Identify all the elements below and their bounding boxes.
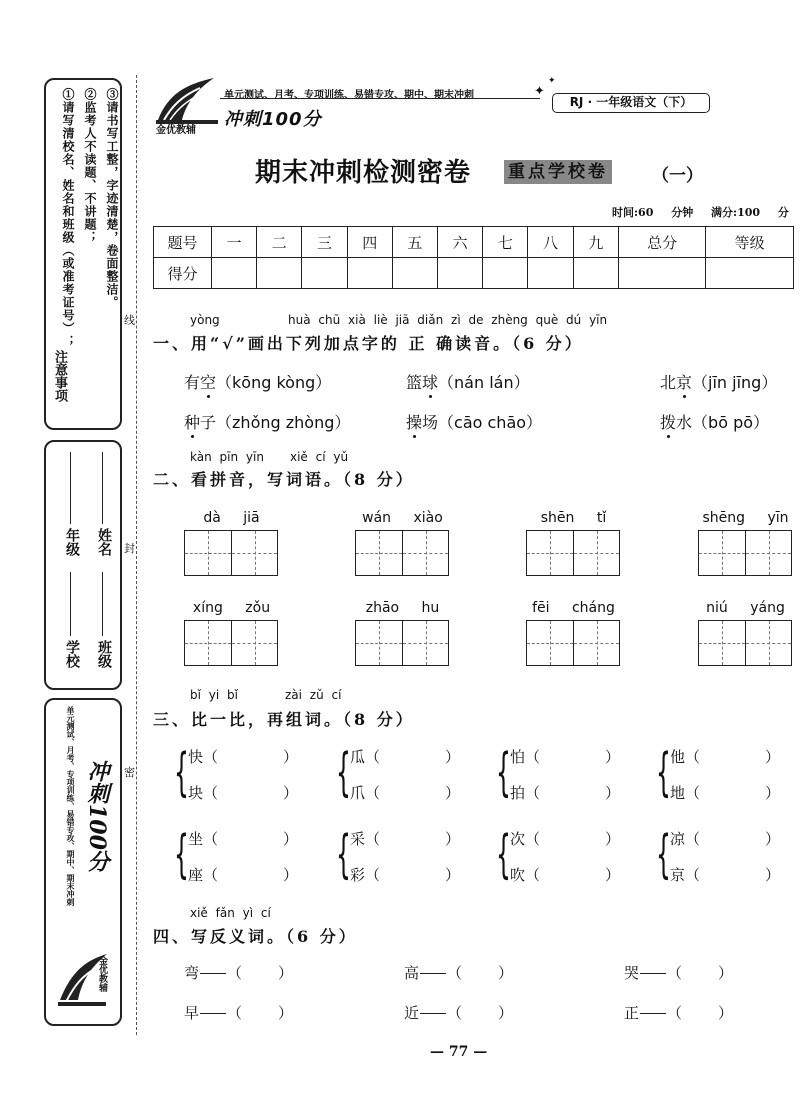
brace-icon: { xyxy=(656,743,671,803)
compare-group xyxy=(496,825,630,886)
antonym-close: ） xyxy=(718,1004,734,1022)
antonym-open: （ xyxy=(667,1004,683,1022)
compare-row[interactable] xyxy=(670,828,780,849)
q4-title: 四、写反义词。（6 分） xyxy=(153,927,358,946)
compare-row[interactable] xyxy=(188,746,298,767)
name-field[interactable] xyxy=(102,452,103,524)
pinyin-word: zhāo hu xyxy=(365,600,440,616)
grade-label: 年级 xyxy=(64,528,80,556)
q1-item-char: 北 xyxy=(660,373,677,392)
score-cell[interactable] xyxy=(618,258,706,289)
score-header-cell: 五 xyxy=(392,227,437,258)
q1-item[interactable] xyxy=(406,410,542,433)
page-title: 期末冲刺检测密卷 xyxy=(255,158,472,188)
antonym-open: （ xyxy=(447,964,463,982)
compare-row[interactable] xyxy=(670,864,780,885)
q2-pinyin-2: xiě cí yǔ xyxy=(290,450,349,464)
pinyin-word: niú yáng xyxy=(706,600,785,616)
compare-close: ） xyxy=(444,784,460,802)
antonym-char: 近 xyxy=(404,1004,420,1022)
compare-row[interactable] xyxy=(510,864,620,885)
compare-close: ） xyxy=(764,784,780,802)
title-tag: 重点学校卷 xyxy=(504,160,612,184)
pinyin-word: shēng yīn xyxy=(702,510,789,526)
compare-char: 块（ xyxy=(188,784,219,802)
q1-item-options: （cāo chāo） xyxy=(438,413,543,432)
brace-icon: { xyxy=(336,825,351,885)
score-row-label: 得分 xyxy=(154,258,212,289)
q1-item[interactable] xyxy=(406,370,530,393)
q1-item-options: （bō pō） xyxy=(692,413,770,432)
antonym-close: ） xyxy=(718,964,734,982)
antonym-item[interactable] xyxy=(184,1002,293,1023)
score-table xyxy=(153,226,794,289)
cut-mark-secret: 密 xyxy=(124,766,135,779)
compare-row[interactable] xyxy=(670,782,780,803)
score-header-cell: 七 xyxy=(483,227,528,258)
brace-icon: { xyxy=(174,825,189,885)
antonym-close: ） xyxy=(498,964,514,982)
score-cell[interactable] xyxy=(528,258,573,289)
brace-icon: { xyxy=(336,743,351,803)
antonym-char: 弯 xyxy=(184,964,200,982)
score-header-cell: 八 xyxy=(528,227,573,258)
q1-item-dot-char: 球 xyxy=(422,373,439,392)
q3-pinyin-1: bǐ yi bǐ xyxy=(190,688,238,702)
compare-row[interactable] xyxy=(350,782,460,803)
logo-text: 金优教辅 xyxy=(156,125,196,136)
note-3: ③请书写工整，字迹清楚，卷面整洁。 xyxy=(105,88,119,309)
antonym-char: 早 xyxy=(184,1004,200,1022)
q3-title: 三、比一比，再组词。（8 分） xyxy=(153,710,415,729)
compare-row[interactable] xyxy=(510,828,620,849)
notes-title: 注意事项 xyxy=(52,350,67,402)
compare-group xyxy=(336,825,470,886)
pinyin-word: dà jiā xyxy=(203,510,260,526)
header-series: 单元测试、月考、专项训练、易错专攻、期中、期末冲刺 xyxy=(224,90,474,101)
time-info: 时间:60 分钟 满分:100 分 xyxy=(612,206,789,219)
compare-row[interactable] xyxy=(350,746,460,767)
header-brand: 冲刺100分 xyxy=(224,109,322,130)
q1-pinyin-1: yòng xyxy=(190,313,220,327)
score-cell[interactable] xyxy=(302,258,347,289)
antonym-close: ） xyxy=(498,1004,514,1022)
score-header-cell: 二 xyxy=(257,227,302,258)
q1-item[interactable] xyxy=(660,410,769,433)
score-header-cell: 题号 xyxy=(154,227,212,258)
grade-badge: RJ · 一年级语文（下） xyxy=(552,93,710,113)
q2-pinyin-1: kàn pīn yīn xyxy=(190,450,264,464)
score-cell[interactable] xyxy=(392,258,437,289)
compare-group xyxy=(174,743,308,804)
q1-item[interactable] xyxy=(184,410,350,433)
q1-item[interactable] xyxy=(660,370,777,393)
pinyin-word: xíng zǒu xyxy=(192,600,271,616)
score-cell[interactable] xyxy=(438,258,483,289)
antonym-open: （ xyxy=(227,1004,243,1022)
q1-item-dot-char: 种 xyxy=(184,413,201,432)
compare-group xyxy=(174,825,308,886)
score-header-cell: 总分 xyxy=(618,227,706,258)
score-header-cell: 四 xyxy=(347,227,392,258)
compare-char: 地（ xyxy=(670,784,701,802)
antonym-item[interactable] xyxy=(404,962,513,983)
compare-group xyxy=(656,825,790,886)
antonym-item[interactable] xyxy=(404,1002,513,1023)
pinyin-word: wán xiào xyxy=(362,510,443,526)
compare-close: ） xyxy=(282,830,298,848)
antonym-item[interactable] xyxy=(624,1002,733,1023)
pinyin-word: fēi cháng xyxy=(532,600,615,616)
q1-item-char: 场 xyxy=(422,413,439,432)
q1-item[interactable] xyxy=(184,370,331,393)
compare-row[interactable] xyxy=(188,782,298,803)
q1-item-char: 篮 xyxy=(406,373,423,392)
q1-title: 一、用“√”画出下列加点字的 正 确读音。（6 分） xyxy=(153,334,584,353)
brace-icon: { xyxy=(496,743,511,803)
class-label: 班级 xyxy=(96,640,112,668)
score-header-cell: 六 xyxy=(438,227,483,258)
antonym-open: （ xyxy=(447,1004,463,1022)
antonym-open: （ xyxy=(227,964,243,982)
compare-row[interactable] xyxy=(510,746,620,767)
compare-close: ） xyxy=(764,748,780,766)
note-1: ①请写清校名、姓名和班级（或准考证号）； xyxy=(61,88,75,348)
compare-close: ） xyxy=(444,866,460,884)
brace-icon: { xyxy=(496,825,511,885)
q1-item-options: （zhǒng zhòng） xyxy=(216,413,351,432)
compare-char: 怕（ xyxy=(510,748,541,766)
brace-icon: { xyxy=(174,743,189,803)
compare-char: 次（ xyxy=(510,830,541,848)
antonym-open: （ xyxy=(667,964,683,982)
q1-item-char: 子 xyxy=(200,413,217,432)
compare-char: 吹（ xyxy=(510,866,541,884)
q1-item-char: 有 xyxy=(184,373,201,392)
q1-item-options: （nán lán） xyxy=(438,373,530,392)
compare-char: 彩（ xyxy=(350,866,381,884)
class-field[interactable] xyxy=(102,572,103,636)
cut-mark-line: 线 xyxy=(124,314,135,327)
compare-close: ） xyxy=(282,866,298,884)
compare-close: ） xyxy=(444,830,460,848)
title-number: （一） xyxy=(652,166,703,186)
score-header-cell: 九 xyxy=(573,227,618,258)
star-icon: ✦ xyxy=(534,84,545,99)
compare-char: 坐（ xyxy=(188,830,219,848)
brace-icon: { xyxy=(656,825,671,885)
compare-char: 快（ xyxy=(188,748,219,766)
score-cell[interactable] xyxy=(483,258,528,289)
compare-close: ） xyxy=(604,784,620,802)
compare-char: 采（ xyxy=(350,830,381,848)
compare-group xyxy=(656,743,790,804)
q1-item-dot-char: 空 xyxy=(200,373,217,392)
score-cell[interactable] xyxy=(212,258,257,289)
compare-close: ） xyxy=(604,866,620,884)
score-cell[interactable] xyxy=(257,258,302,289)
compare-char: 爪（ xyxy=(350,784,381,802)
grade-field[interactable] xyxy=(70,452,71,524)
score-header-row xyxy=(154,227,794,258)
compare-char: 凉（ xyxy=(670,830,701,848)
name-label: 姓名 xyxy=(96,528,112,556)
cut-line xyxy=(136,75,137,1035)
q1-item-options: （kōng kòng） xyxy=(216,373,332,392)
compare-close: ） xyxy=(604,748,620,766)
score-cell[interactable] xyxy=(573,258,618,289)
compare-char: 瓜（ xyxy=(350,748,381,766)
compare-close: ） xyxy=(764,830,780,848)
score-cell[interactable] xyxy=(706,258,794,289)
score-header-cell: 等级 xyxy=(706,227,794,258)
compare-char: 京（ xyxy=(670,866,701,884)
q2-title: 二、看拼音，写词语。（8 分） xyxy=(153,470,415,489)
compare-row[interactable] xyxy=(350,828,460,849)
compare-group xyxy=(336,743,470,804)
antonym-close: ） xyxy=(278,1004,294,1022)
q1-item-options: （jīn jīng） xyxy=(692,373,778,392)
antonym-char: 哭 xyxy=(624,964,640,982)
compare-close: ） xyxy=(282,748,298,766)
score-header-cell: 一 xyxy=(212,227,257,258)
compare-row[interactable] xyxy=(188,864,298,885)
page-number: — 77 — xyxy=(430,1044,488,1060)
q1-item-dot-char: 京 xyxy=(676,373,693,392)
score-row xyxy=(154,258,794,289)
cut-mark-seal: 封 xyxy=(124,542,135,555)
q4-pinyin: xiě fǎn yì cí xyxy=(190,906,271,920)
side-brand-series: 单元测试、月考、专项训练、易错专攻、期中、期末冲刺 xyxy=(66,706,76,906)
compare-row[interactable] xyxy=(670,746,780,767)
q3-pinyin-2: zài zǔ cí xyxy=(285,688,342,702)
compare-row[interactable] xyxy=(510,782,620,803)
compare-close: ） xyxy=(282,784,298,802)
q1-item-dot-char: 拨 xyxy=(660,413,677,432)
side-brand-name: 冲刺100分 xyxy=(84,760,110,872)
q1-pinyin-2: huà chū xià liè jiā diǎn zì de zhèng què dú yīn xyxy=(288,313,608,327)
side-logo-text: 金优教辅 xyxy=(97,956,107,992)
compare-row[interactable] xyxy=(350,864,460,885)
header-rule xyxy=(220,98,540,99)
score-cell[interactable] xyxy=(347,258,392,289)
note-2: ②监考人不读题、不讲题； xyxy=(83,88,97,244)
antonym-item[interactable] xyxy=(624,962,733,983)
antonym-close: ） xyxy=(278,964,294,982)
score-header-cell: 三 xyxy=(302,227,347,258)
compare-close: ） xyxy=(444,748,460,766)
compare-char: 座（ xyxy=(188,866,219,884)
compare-group xyxy=(496,743,630,804)
antonym-char: 高 xyxy=(404,964,420,982)
star-small-icon: ✦ xyxy=(548,76,556,86)
school-field[interactable] xyxy=(70,572,71,636)
school-label: 学校 xyxy=(64,640,80,668)
pinyin-word: shēn tǐ xyxy=(540,510,607,526)
compare-char: 他（ xyxy=(670,748,701,766)
q1-item-dot-char: 操 xyxy=(406,413,423,432)
antonym-item[interactable] xyxy=(184,962,293,983)
antonym-char: 正 xyxy=(624,1004,640,1022)
compare-row[interactable] xyxy=(188,828,298,849)
q1-item-char: 水 xyxy=(676,413,693,432)
compare-close: ） xyxy=(764,866,780,884)
compare-close: ） xyxy=(604,830,620,848)
compare-char: 拍（ xyxy=(510,784,541,802)
